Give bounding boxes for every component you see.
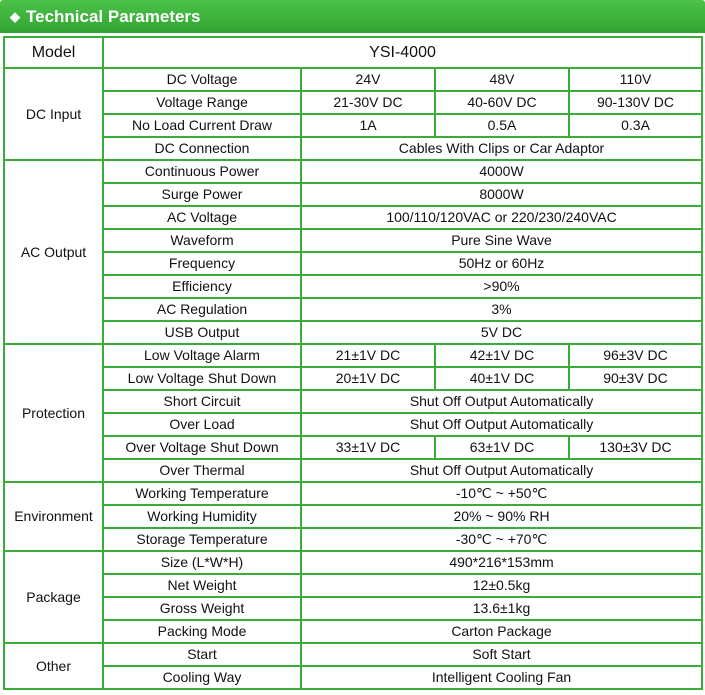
- param-name: Short Circuit: [104, 391, 302, 414]
- spec-row: [5, 138, 703, 161]
- param-name: Voltage Range: [104, 92, 302, 115]
- spec-row: [5, 69, 703, 92]
- group-label: Package: [5, 552, 104, 644]
- param-value: 90-130V DC: [570, 92, 703, 115]
- param-name: Efficiency: [104, 276, 302, 299]
- spec-row: [5, 621, 703, 644]
- param-name: USB Output: [104, 322, 302, 345]
- param-name: DC Voltage: [104, 69, 302, 92]
- spec-row: [5, 276, 703, 299]
- param-name: Low Voltage Shut Down: [104, 368, 302, 391]
- param-value: 42±1V DC: [436, 345, 570, 368]
- spec-row: [5, 253, 703, 276]
- param-value: 1A: [302, 115, 436, 138]
- param-name: Net Weight: [104, 575, 302, 598]
- model-value: YSI-4000: [104, 38, 703, 69]
- param-value: 20% ~ 90% RH: [302, 506, 703, 529]
- param-value: 8000W: [302, 184, 703, 207]
- param-value: Shut Off Output Automatically: [302, 414, 703, 437]
- spec-row: [5, 184, 703, 207]
- param-name: Over Voltage Shut Down: [104, 437, 302, 460]
- param-name: Frequency: [104, 253, 302, 276]
- spec-row: [5, 345, 703, 368]
- param-value: Shut Off Output Automatically: [302, 460, 703, 483]
- param-name: DC Connection: [104, 138, 302, 161]
- param-value: 40-60V DC: [436, 92, 570, 115]
- spec-row: [5, 368, 703, 391]
- param-name: Gross Weight: [104, 598, 302, 621]
- spec-table: [3, 36, 703, 690]
- spec-row: [5, 161, 703, 184]
- spec-row: [5, 460, 703, 483]
- param-value: 40±1V DC: [436, 368, 570, 391]
- model-row: [5, 38, 703, 69]
- param-name: Over Thermal: [104, 460, 302, 483]
- param-value: 13.6±1kg: [302, 598, 703, 621]
- spec-row: [5, 299, 703, 322]
- param-value: 100/110/120VAC or 220/230/240VAC: [302, 207, 703, 230]
- param-value: 21-30V DC: [302, 92, 436, 115]
- spec-row: [5, 552, 703, 575]
- spec-row: [5, 598, 703, 621]
- spec-row: [5, 575, 703, 598]
- param-value: Intelligent Cooling Fan: [302, 667, 703, 690]
- diamond-icon: ◆: [10, 8, 20, 24]
- spec-row: [5, 529, 703, 552]
- param-value: 5V DC: [302, 322, 703, 345]
- param-value: 21±1V DC: [302, 345, 436, 368]
- param-name: Low Voltage Alarm: [104, 345, 302, 368]
- spec-row: [5, 667, 703, 690]
- param-value: 12±0.5kg: [302, 575, 703, 598]
- spec-row: [5, 230, 703, 253]
- param-value: 490*216*153mm: [302, 552, 703, 575]
- spec-row: [5, 92, 703, 115]
- group-label: Environment: [5, 483, 104, 552]
- param-value: 24V: [302, 69, 436, 92]
- param-value: 0.5A: [436, 115, 570, 138]
- param-value: 48V: [436, 69, 570, 92]
- group-label: Other: [5, 644, 104, 690]
- param-value: Soft Start: [302, 644, 703, 667]
- param-value: 90±3V DC: [570, 368, 703, 391]
- param-value: Shut Off Output Automatically: [302, 391, 703, 414]
- spec-row: [5, 207, 703, 230]
- param-name: Continuous Power: [104, 161, 302, 184]
- param-value: Cables With Clips or Car Adaptor: [302, 138, 703, 161]
- param-value: 20±1V DC: [302, 368, 436, 391]
- param-name: Cooling Way: [104, 667, 302, 690]
- spec-row: [5, 414, 703, 437]
- param-name: Storage Temperature: [104, 529, 302, 552]
- spec-row: [5, 391, 703, 414]
- param-name: Over Load: [104, 414, 302, 437]
- param-name: Working Temperature: [104, 483, 302, 506]
- param-name: No Load Current Draw: [104, 115, 302, 138]
- spec-row: [5, 115, 703, 138]
- param-name: Size (L*W*H): [104, 552, 302, 575]
- param-value: -30℃ ~ +70℃: [302, 529, 703, 552]
- param-value: 63±1V DC: [436, 437, 570, 460]
- param-value: 50Hz or 60Hz: [302, 253, 703, 276]
- param-name: Waveform: [104, 230, 302, 253]
- section-title: Technical Parameters: [26, 6, 201, 26]
- param-name: Surge Power: [104, 184, 302, 207]
- param-value: 33±1V DC: [302, 437, 436, 460]
- param-value: >90%: [302, 276, 703, 299]
- spec-table-body: [5, 38, 703, 690]
- param-name: Packing Mode: [104, 621, 302, 644]
- section-header: [0, 0, 705, 33]
- group-label: AC Output: [5, 161, 104, 345]
- model-label: Model: [5, 38, 104, 69]
- param-value: Carton Package: [302, 621, 703, 644]
- group-label: Protection: [5, 345, 104, 483]
- param-value: Pure Sine Wave: [302, 230, 703, 253]
- spec-row: [5, 644, 703, 667]
- spec-row: [5, 437, 703, 460]
- param-name: AC Regulation: [104, 299, 302, 322]
- param-name: AC Voltage: [104, 207, 302, 230]
- param-value: -10℃ ~ +50℃: [302, 483, 703, 506]
- spec-row: [5, 322, 703, 345]
- spec-row: [5, 483, 703, 506]
- group-label: DC Input: [5, 69, 104, 161]
- spec-row: [5, 506, 703, 529]
- param-name: Start: [104, 644, 302, 667]
- param-value: 130±3V DC: [570, 437, 703, 460]
- param-value: 4000W: [302, 161, 703, 184]
- param-value: 3%: [302, 299, 703, 322]
- param-value: 110V: [570, 69, 703, 92]
- param-value: 0.3A: [570, 115, 703, 138]
- param-value: 96±3V DC: [570, 345, 703, 368]
- param-name: Working Humidity: [104, 506, 302, 529]
